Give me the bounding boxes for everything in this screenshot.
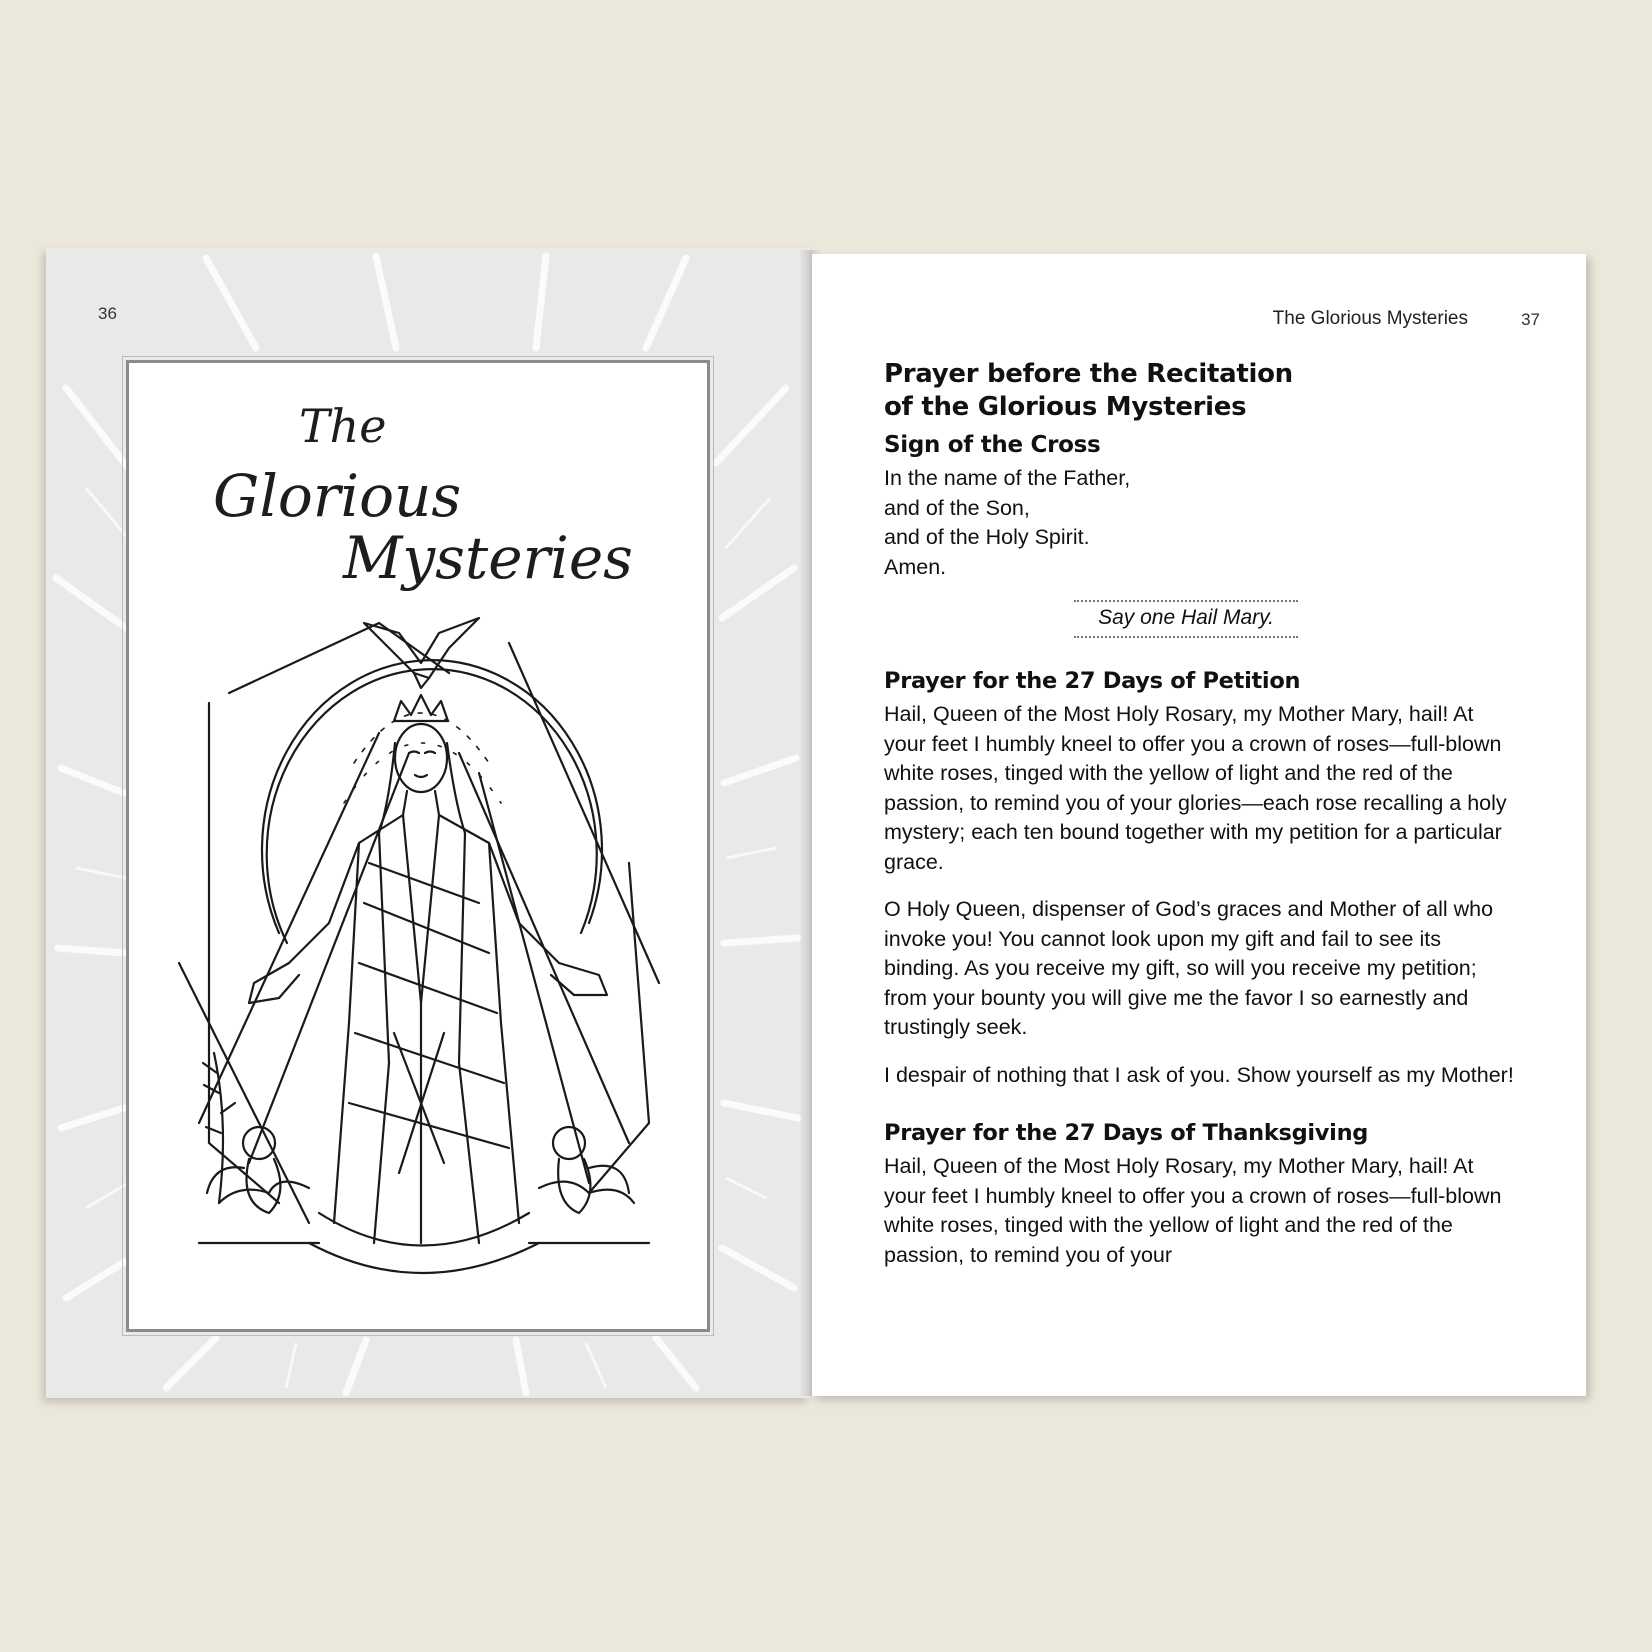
sign-of-cross-text: [884, 464, 1514, 582]
title-frame: [126, 360, 710, 1332]
title-line-mysteries: Mysteries: [343, 524, 633, 592]
running-head: The Glorious Mysteries: [1272, 308, 1468, 329]
thanksgiving-heading: Prayer for the 27 Days of Thanksgiving: [884, 1120, 1369, 1146]
rubric-instruction: Say one Hail Mary.: [1074, 600, 1298, 638]
verse-line: Amen.: [884, 554, 947, 579]
verse-line: In the name of the Father,: [884, 466, 1131, 490]
prayer-content: [884, 358, 1514, 1288]
main-heading: [884, 358, 1514, 424]
virgin-mary-illustration: [159, 603, 683, 1303]
petition-paragraph: O Holy Queen, dispenser of God’s graces and Mother of all who invoke you! You cannot look upon my gift and fail to see its binding. As you receive my gift, so will you receive my petition; from your bounty you will give me the favor I so earnestly and trustingly seek.: [884, 897, 1494, 1039]
page-number-right: 37: [1521, 310, 1540, 329]
sign-of-cross-heading: Sign of the Cross: [884, 432, 1101, 458]
verse-line: and of the Holy Spirit.: [884, 525, 1090, 549]
left-page: [46, 248, 810, 1398]
thanksgiving-paragraph: Hail, Queen of the Most Holy Rosary, my Mother Mary, hail! At your feet I humbly kneel to offer you a crown of roses—full-blown white roses, tinged with the yellow of light and the red of the passion, to remind you of your: [884, 1154, 1502, 1267]
page-number-left: 36: [98, 304, 117, 323]
petition-paragraph: Hail, Queen of the Most Holy Rosary, my Mother Mary, hail! At your feet I humbly kneel to offer you a crown of roses—full-blown white roses, tinged with the yellow of light and the red of the passion, to remind you of your glories—each rose recalling a holy mystery; each ten bound together with my petition for a particular grace.: [884, 702, 1507, 874]
right-page: [812, 254, 1586, 1396]
main-heading-line-1: Prayer before the Recitation: [884, 359, 1293, 389]
petition-heading: Prayer for the 27 Days of Petition: [884, 668, 1301, 694]
petition-paragraph: I despair of nothing that I ask of you. Show yourself as my Mother!: [884, 1062, 1514, 1087]
title-line-the: The: [299, 399, 387, 453]
main-heading-line-2: of the Glorious Mysteries: [884, 392, 1247, 422]
verse-line: and of the Son,: [884, 495, 1030, 520]
title-line-glorious: Glorious: [213, 462, 462, 530]
